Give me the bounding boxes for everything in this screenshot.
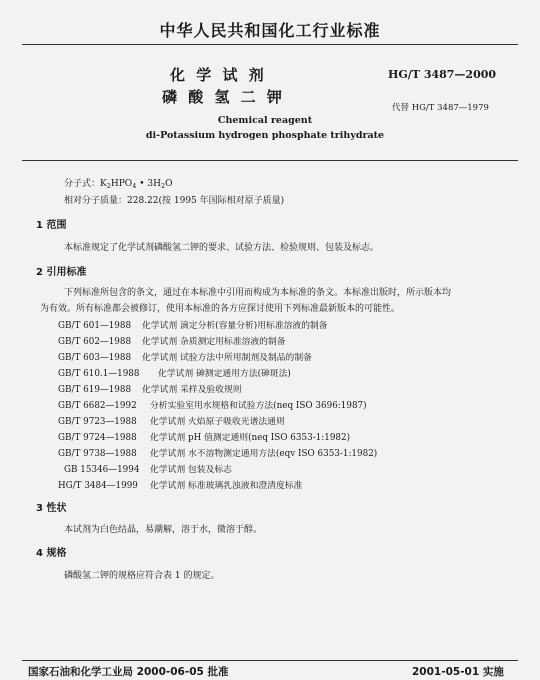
section-2-text-line-1: 下列标准所包含的条文，通过在本标准中引用而构成为本标准的条文。本标准出版时，所示版本均 [64, 288, 452, 298]
reference-item: HG/T 3484—1999 化学试剂 标准玻璃乳浊液和澄清度标准 [58, 481, 303, 491]
section-4-text: 磷酸氢二钾的规格应符合表 1 的规定。 [64, 571, 220, 581]
title-divider [22, 160, 518, 161]
replaced-standard: 代替 HG/T 3487—1979 [392, 103, 489, 113]
reference-item: GB/T 603—1988 化学试剂 试验方法中所用制剂及制品的制备 [58, 353, 312, 363]
reference-item: GB/T 610.1—1988 化学试剂 砷测定通用方法(砷斑法) [58, 369, 291, 379]
footer-divider [22, 660, 518, 661]
section-4-heading: 4 规格 [36, 548, 67, 559]
title-line-1: 化 学 试 剂 [170, 66, 267, 84]
issuing-standard-header: 中华人民共和国化工行业标准 [159, 21, 381, 40]
standard-number: HG/T 3487—2000 [388, 68, 497, 81]
implementation-date: 2001-05-01 实施 [412, 666, 504, 678]
reference-item: GB/T 9738—1988 化学试剂 水不溶物测定通用方法(eqv ISO 6353-1:1982) [58, 449, 378, 459]
english-title-2: di-Potassium hydrogen phosphate trihydrate [145, 130, 385, 141]
reference-item: GB/T 601—1988 化学试剂 滴定分析(容量分析)用标准溶液的制备 [58, 321, 328, 331]
section-2-heading: 2 引用标准 [36, 267, 87, 278]
section-1-heading: 1 范围 [36, 220, 67, 231]
reference-item: GB 15346—1994 化学试剂 包装及标志 [64, 465, 232, 475]
section-2-text-line-2: 为有效。所有标准都会被修订，使用本标准的各方应探讨使用下列标准最新版本的可能性。 [40, 304, 401, 314]
reference-item: GB/T 9723—1988 化学试剂 火焰原子吸收光谱法通则 [58, 417, 285, 427]
section-3-text: 本试剂为白色结晶，易潮解，溶于水，微溶于醇。 [64, 525, 263, 535]
section-1-text: 本标准规定了化学试剂磷酸氢二钾的要求、试验方法、检验规则、包装及标志。 [64, 243, 380, 253]
section-3-heading: 3 性状 [36, 503, 67, 514]
title-line-2: 磷 酸 氢 二 钾 [162, 88, 285, 106]
english-title-1: Chemical reagent [217, 115, 313, 126]
approval-date: 国家石油和化学工业局 2000-06-05 批准 [28, 666, 229, 678]
molecular-mass: 相对分子质量：228.22(按 1995 年国际相对原子质量) [64, 196, 285, 206]
molecular-formula: 分子式：$K_2HPO_4$ • $3H_2O$ [64, 179, 173, 190]
reference-item: GB/T 619—1988 化学试剂 采样及验收规则 [58, 385, 242, 395]
reference-item: GB/T 6682—1992 分析实验室用水规格和试验方法(neq ISO 3696:1987) [58, 401, 367, 411]
header-divider [22, 44, 518, 45]
reference-item: GB/T 9724—1988 化学试剂 pH 值测定通则(neq ISO 6353-1:1982) [58, 433, 351, 443]
reference-item: GB/T 602—1988 化学试剂 杂质测定用标准溶液的制备 [58, 337, 286, 347]
